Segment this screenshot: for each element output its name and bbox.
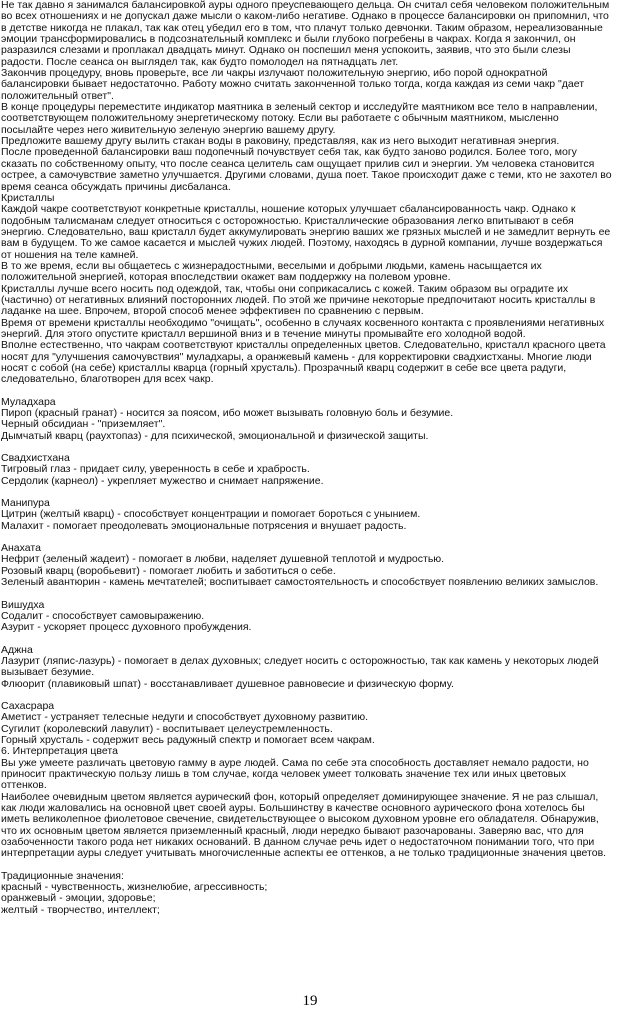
paragraph: Каждой чакре соответствуют конкретные кристаллы, ношение которых улучшает сбалансированность чакр. Однако к подобным талисманам следует относиться с осторожностью. Кристаллические образования легко впитывают в себя энергию. Следовательно, ваш кристалл будет аккумулировать энергию ваших же грязных мыслей и не замедлит вернуть ее вам в будущем. То же самое касается и мыслей чужих людей. Поэтому, находясь в дурной компании, лучше воздержаться от ношения на теле камней. [1,203,611,261]
section-heading-crystals: Кристаллы [1,191,55,204]
crystal-line: Цитрин (желтый кварц) - способствует концентрации и помогает бороться с унынием. [1,508,421,521]
crystal-line: Малахит - помогает преодолевать эмоциональные потрясения и внушает радость. [1,519,407,532]
spacer [1,487,612,498]
paragraph: В то же время, если вы общаетесь с жизнерадостными, веселыми и добрыми людьми, камень насыщается их положительной энергией, которая впоследствии окажет вам поддержку на полевом уровне. [1,259,542,284]
section-heading-color-interpretation: 6. Интерпретация цвета [1,745,118,758]
paragraph: Наиболее очевидным цветом является аурический фон, который определяет доминирующее значение. Я не раз слышал, как люди жаловались на основной цвет своей ауры. Большинству в качестве основного аурического фона хотелось бы иметь великолепное фиолетовое свечение, свидетельствующее о высоком духовном уровне его обладателя. Обнаружив, что их основным цветом является приземленный красный, люди нередко бывают разочарованы. Заверяю вас, что для озабоченности такого рода нет никаких оснований. В данном случае речь идет о недостаточном понимании того, что при интерпретации ауры следует учитывать многочисленные аспекты ее оттенков, а не только традиционные значения цветов. [1,790,607,860]
paragraph: Не так давно я занимался балансировкой ауры одного преуспевающего дельца. Он считал себя человеком положительным во всех отношениях и не допускал даже мысли о каком-либо негативе. Однако в процессе балансировки он припомнил, что в детстве никогда не плакал, так как отец убедил его в том, что плачут только девчонки. Таким образом, нереализованные эмоции трансформировались в подсознательный комплекс и были глубоко погребены в чакрах. Когда я закончил, он разразился слезами и проплакал двадцать минут. Однако он поспешил меня успокоить, заявив, что это были слезы радости. После сеанса он выглядел так, как будто помолодел на пятнадцать лет. [1,0,610,68]
chakra-heading: Муладхара [1,395,56,408]
page-number: 19 [302,993,318,1009]
crystal-line: Лазурит (ляпис-лазурь) - помогает в делах духовных; следует носить с осторожностью, так как камень у некоторых людей вызывает безумие. [1,654,599,679]
spacer [1,634,612,645]
chakra-heading: Манипура [1,497,50,510]
crystal-line: Тигровый глаз - придает силу, уверенность в себе и храбрость. [1,463,310,476]
paragraph: Кристаллы лучше всего носить под одеждой, так, чтобы они соприкасались с кожей. Таким образом вы оградите их (частично) от негативных влияний посторонних людей. По этой же причине некоторые предпочитают носить кристаллы в ладанке на шее. Впрочем, второй способ менее эффективен по сравнению с первым. [1,282,596,318]
spacer [1,589,612,600]
crystal-line: Нефрит (зеленый жадеит) - помогает в любви, наделяет душевной теплотой и мудростью. [1,553,445,566]
crystal-line: Содалит - способствует самовыражению. [1,609,205,622]
paragraph: Вполне естественно, что чакрам соответствуют кристаллы определенных цветов. Следовательно, кристалл красного цвета носят для "улучшения самочувствия" муладхары, а оранжевый камень - для корректировки свадхистханы. Многие люди носят с собой (на себе) кристаллы кварца (горный хрусталь). Прозрачный кварц содержит в себе все цвета радуги, следовательно, благотворен для всех чакр. [1,339,606,386]
crystal-line: Горный хрусталь - содержит весь радужный спектр и помогает всем чакрам. [1,733,375,746]
chakra-heading: Свадхистхана [1,452,70,465]
crystal-line: Флюорит (плавиковый шпат) - восстанавливает душевное равновесие и физическую форму. [1,677,454,690]
crystal-line: Аметист - устраняет телесные недуги и способствует духовному развитию. [1,711,369,724]
crystal-line: Сердолик (карнеол) - укрепляет мужество и снимает напряжение. [1,474,324,487]
paragraph: Вы уже умеете различать цветовую гамму в ауре людей. Сама по себе эта способность доставляет немало радости, но приносит практическую пользу лишь в том случае, когда человек умеет толковать значение тех или иных цветовых оттенков. [1,756,589,792]
spacer [1,442,612,453]
paragraph: В конце процедуры переместите индикатор маятника в зеленый сектор и исследуйте маятником все тело в направлении, соответствующем положительному энергетическому потоку. Если вы работаете с обычным маятником, мысленно посылайте через него живительную зеленую энергию вашему другу. [1,101,598,136]
spacer [1,690,612,701]
chakra-heading: Аджна [1,643,33,656]
color-meaning-line: желтый - творчество, интеллект; [1,903,160,916]
color-meaning-line: красный - чувственность, жизнелюбие, агрессивность; [1,881,268,894]
chakra-heading: Сахасрара [1,699,55,712]
spacer [1,386,612,397]
paragraph: Закончив процедуру, вновь проверьте, все ли чакры излучают положительную энергию, ибо порой однократной балансировки бывает недостаточно. Работу можно считать законченной только тогда, когда каждая из семи чакр "дает положительный ответ". [1,67,585,102]
spacer [1,532,612,543]
crystal-line: Азурит - ускоряет процесс духовного пробуждения. [1,621,252,634]
crystal-line: Дымчатый кварц (раухтопаз) - для психической, эмоциональной и физической защиты. [1,429,429,442]
color-meaning-line: оранжевый - эмоции, здоровье; [1,892,156,905]
crystal-line: Зеленый авантюрин - камень мечтателей; воспитывает самостоятельность и способствует появлению великих замыслов. [1,576,599,589]
chakra-heading: Анахата [1,542,41,555]
chakra-heading: Вишудха [1,598,45,611]
crystal-line: Пироп (красный гранат) - носится за поясом, ибо может вызывать головную боль и безумие. [1,407,454,420]
crystal-line: Розовый кварц (воробьевит) - помогает любить и заботиться о себе. [1,564,336,577]
paragraph: Время от времени кристаллы необходимо "очищать", особенно в случаях косвенного контакта с проявлениями негативных энергий. Для этого опустите кристалл вершиной вниз и в течение минуты промывайте его холодной водой. [1,316,605,340]
paragraph: Предложите вашему другу вылить стакан воды в раковину, представляя, как из него выходит негативная энергия. [1,135,560,148]
paragraph: После проведенной балансировки ваш подопечный почувствует себя так, как будто заново родился. Более того, могу сказать по собственному опыту, что после сеанса целитель сам ощущает прилив сил и энергии. Ум человека становится острее, а самочувствие заметно улучшается. Другими словами, душа поет. Такое происходит даже с теми, кто не захотел во время сеанса обсуждать причины дисбаланса. [1,146,612,193]
crystal-line: Сугилит (королевский лавулит) - воспитывает целеустремленность. [1,722,333,735]
crystal-line: Черный обсидиан - "приземляет". [1,418,166,431]
traditional-meanings-heading: Традиционные значения: [1,869,124,882]
